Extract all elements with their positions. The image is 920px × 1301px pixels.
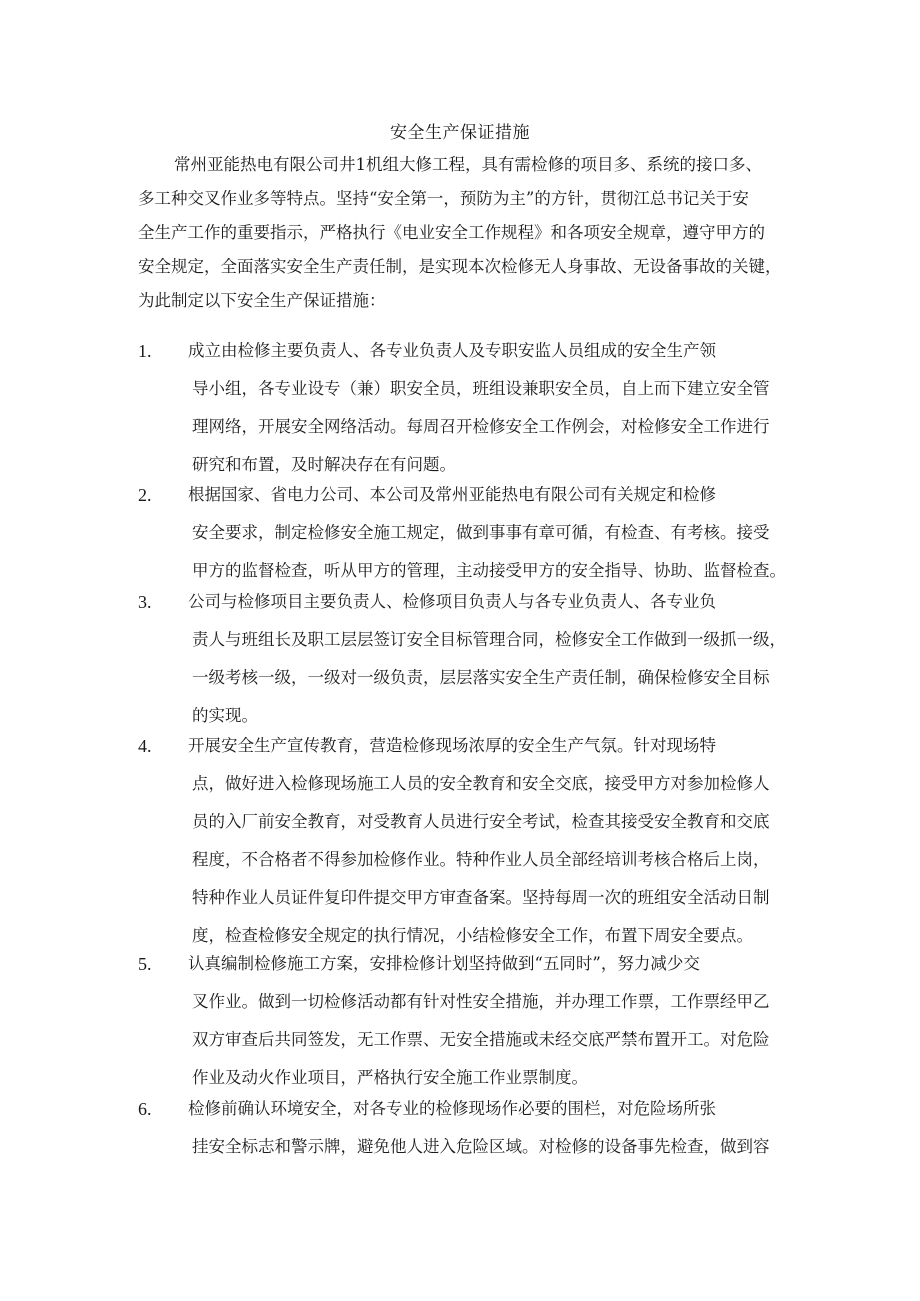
intro-line: 常州亚能热电有限公司井1机组大修工程，具有需检修的项目多、系统的接口多、	[174, 155, 762, 174]
intro-line: 全生产工作的重要指示，严格执行《电业安全工作规程》和各项安全规章，遵守甲方的	[138, 223, 765, 242]
list-item-body	[192, 765, 792, 955]
intro-line: 多工种交叉作业多等特点。坚持“安全第一，预防为主”的方针，贯彻江总书记关于安	[138, 189, 749, 208]
list-item-line: 度，检查检修安全规定的执行情况，小结检修安全工作，布置下周安全要点。	[192, 926, 753, 945]
list-item-line: 研究和布置，及时解决存在有问题。	[192, 455, 456, 474]
list-item-number: 5.	[138, 954, 152, 974]
list-item-line: 导小组，各专业设专（兼）职安全员，班组设兼职安全员，自上而下建立安全管	[192, 379, 770, 398]
list-item-line: 特种作业人员证件复印件提交甲方审查备案。坚持每周一次的班组安全活动日制	[192, 888, 770, 907]
list-item-line: 一级考核一级，一级对一级负责，层层落实安全生产责任制，确保检修安全目标	[192, 668, 770, 687]
list-item-first-line: 认真编制检修施工方案，安排检修计划坚持做到“五同时”，努力减少交	[188, 954, 700, 973]
list-item-line: 理网络，开展安全网络活动。每周召开检修安全工作例会，对检修安全工作进行	[192, 417, 770, 436]
page-title: 安全生产保证措施	[390, 123, 530, 143]
list-item-first-line: 公司与检修项目主要负责人、检修项目负责人与各专业负责人、各专业负	[188, 592, 716, 611]
list-item-line: 挂安全标志和警示牌，避免他人进入危险区域。对检修的设备事先检查，做到容	[192, 1137, 770, 1156]
list-item-line: 程度，不合格者不得参加检修作业。特种作业人员全部经培训考核合格后上岗，	[192, 850, 770, 869]
intro-line: 为此制定以下安全生产保证措施：	[138, 291, 386, 310]
list-item-number: 1.	[138, 341, 152, 361]
list-item-line: 安全要求，制定检修安全施工规定，做到事事有章可循，有检查、有考核。接受	[192, 523, 770, 542]
list-item-line: 作业及动火作业项目，严格执行安全施工作业票制度。	[192, 1068, 588, 1087]
list-item-line: 甲方的监督检查，听从甲方的管理，主动接受甲方的安全指导、协助、监督检查。	[192, 561, 786, 580]
list-item-line: 的实现。	[192, 706, 258, 725]
list-item-number: 4.	[138, 736, 152, 756]
intro-line: 安全规定，全面落实安全生产责任制，是实现本次检修无人身事故、无设备事故的关键，	[138, 257, 782, 276]
list-item-line: 双方审查后共同签发，无工作票、无安全措施或未经交底严禁布置开工。对危险	[192, 1030, 770, 1049]
list-item-body	[192, 983, 792, 1097]
list-item-number: 2.	[138, 485, 152, 505]
list-item-number: 6.	[138, 1099, 152, 1119]
list-item-line: 员的入厂前安全教育，对受教育人员进行安全考试，检查其接受安全教育和交底	[192, 812, 770, 831]
list-item-line: 叉作业。做到一切检修活动都有针对性安全措施，并办理工作票，工作票经甲乙	[192, 992, 770, 1011]
list-item-line: 点，做好进入检修现场施工人员的安全教育和安全交底，接受甲方对参加检修人	[192, 774, 770, 793]
list-item-number: 3.	[138, 592, 152, 612]
list-item-first-line: 成立由检修主要负责人、各专业负责人及专职安监人员组成的安全生产领	[188, 341, 716, 360]
list-item-body	[192, 1128, 792, 1166]
list-item-first-line: 检修前确认环境安全，对各专业的检修现场作必要的围栏，对危险场所张	[188, 1099, 716, 1118]
intro-paragraph	[138, 148, 798, 318]
list-item-first-line: 开展安全生产宣传教育，营造检修现场浓厚的安全生产气氛。针对现场特	[188, 736, 716, 755]
list-item-body	[192, 621, 792, 735]
list-item-body	[192, 514, 792, 590]
list-item-body	[192, 370, 792, 484]
list-item-first-line: 根据国家、省电力公司、本公司及常州亚能热电有限公司有关规定和检修	[188, 485, 716, 504]
list-item-line: 责人与班组长及职工层层签订安全目标管理合同，检修安全工作做到一级抓一级，	[192, 630, 786, 649]
